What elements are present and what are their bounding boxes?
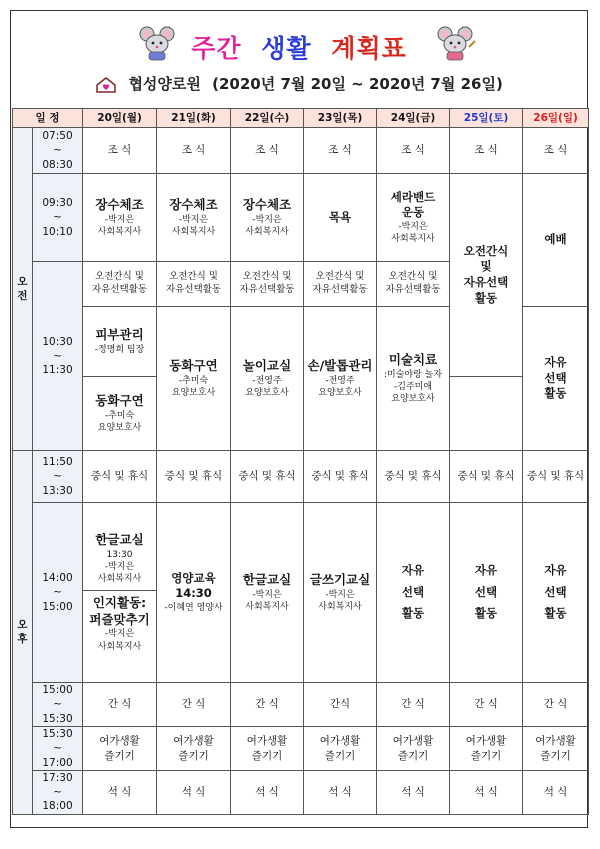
- weekly-schedule-table: [12, 108, 589, 815]
- afternoon-sun: 자유 선택 활동: [523, 503, 589, 683]
- lunch-sun: 중식 및 휴식: [523, 451, 589, 503]
- time-slot-1500: 15:00 ~ 15:30: [33, 683, 83, 727]
- day-header-thu: 23일(목): [304, 109, 377, 128]
- house-heart-icon: [95, 77, 117, 93]
- morning-tue: 장수체조 -박지은 사회복지사: [157, 174, 231, 262]
- afternoon-fri: 자유 선택 활동: [377, 503, 450, 683]
- dinner-mon: 석 식: [83, 771, 157, 815]
- title-word-1: 주간: [191, 34, 242, 63]
- leisure-tue: 여가생활 즐기기: [157, 727, 231, 771]
- period-am: [13, 128, 33, 451]
- breakfast-fri: 조 식: [377, 128, 450, 174]
- breakfast-sat: 조 식: [450, 128, 523, 174]
- page-title: [11, 29, 587, 65]
- day-header-wed: 22일(수): [231, 109, 304, 128]
- lunch-sat: 중식 및 휴식: [450, 451, 523, 503]
- breakfast-sun: 조 식: [523, 128, 589, 174]
- facility-name: 협성양로원: [128, 75, 201, 93]
- am-snack-wed: 오전간식 및 자유선택활동: [231, 262, 304, 307]
- lunch-mon: 중식 및 휴식: [83, 451, 157, 503]
- day-header-sat: 25일(토): [450, 109, 523, 128]
- subtitle: [11, 73, 587, 94]
- breakfast-thu: 조 식: [304, 128, 377, 174]
- schedule-header: 일 정: [13, 109, 83, 128]
- header: [11, 11, 587, 106]
- afternoon-sat: 자유 선택 활동: [450, 503, 523, 683]
- time-slot-1030: 10:30 ~ 11:30: [33, 262, 83, 451]
- leisure-sat: 여가생활 즐기기: [450, 727, 523, 771]
- day-header-mon: 20일(월): [83, 109, 157, 128]
- late-morning-wed: 놀이교실 -전영주 요양보호사: [231, 307, 304, 451]
- time-slot-0930: 09:30 ~ 10:10: [33, 174, 83, 262]
- breakfast-wed: 조 식: [231, 128, 304, 174]
- snack-sat: 간 식: [450, 683, 523, 727]
- morning-wed: 장수체조 -박지은 사회복지사: [231, 174, 304, 262]
- morning-mon: 장수체조 -박지은 사회복지사: [83, 174, 157, 262]
- lunch-wed: 중식 및 휴식: [231, 451, 304, 503]
- morning-sat: 오전간식 및 자유선택 활동: [450, 174, 523, 377]
- snack-tue: 간 식: [157, 683, 231, 727]
- late-morning-sun: 자유 선택 활동: [523, 307, 589, 451]
- snack-wed: 간 식: [231, 683, 304, 727]
- am-snack-mon: 오전간식 및 자유선택활동: [83, 262, 157, 307]
- day-header-sun: 26일(일): [523, 109, 589, 128]
- morning-fri: 세라밴드 운동 -박지은 사회복지사: [377, 174, 450, 262]
- afternoon-mon: 한글교실 13:30 -박지은 사회복지사 인지활동: 퍼즐맞추기 -박지은 사회복지사: [83, 503, 157, 683]
- time-slot-1530: 15:30 ~ 17:00: [33, 727, 83, 771]
- period-am-char-1: 오: [17, 275, 28, 288]
- time-slot-0750: 07:50 ~ 08:30: [33, 128, 83, 174]
- time-slot-1150: 11:50 ~ 13:30: [33, 451, 83, 503]
- afternoon-thu: 글쓰기교실 -박지은 사회복지사: [304, 503, 377, 683]
- dinner-fri: 석 식: [377, 771, 450, 815]
- snack-sun: 간 식: [523, 683, 589, 727]
- lunch-tue: 중식 및 휴식: [157, 451, 231, 503]
- late-morning-tue: 동화구연 -추미숙 요양보호사: [157, 307, 231, 451]
- lunch-thu: 중식 및 휴식: [304, 451, 377, 503]
- period-am-char-2: 전: [17, 290, 28, 302]
- am-snack-tue: 오전간식 및 자유선택활동: [157, 262, 231, 307]
- day-header-tue: 21일(화): [157, 109, 231, 128]
- snack-mon: 간 식: [83, 683, 157, 727]
- afternoon-tue: 영양교육 14:30 -이혜연 영양사: [157, 503, 231, 683]
- time-slot-1400: 14:00 ~ 15:00: [33, 503, 83, 683]
- morning-sun: 예배: [523, 174, 589, 307]
- leisure-sun: 여가생활 즐기기: [523, 727, 589, 771]
- am-snack-thu: 오전간식 및 자유선택활동: [304, 262, 377, 307]
- leisure-thu: 여가생활 즐기기: [304, 727, 377, 771]
- day-header-fri: 24일(금): [377, 109, 450, 128]
- title-word-2: 생활: [261, 34, 312, 63]
- late-morning-mon-a: 피부관리 -정명희 팀장: [83, 307, 157, 377]
- dinner-thu: 석 식: [304, 771, 377, 815]
- breakfast-mon: 조 식: [83, 128, 157, 174]
- snack-fri: 간 식: [377, 683, 450, 727]
- leisure-fri: 여가생활 즐기기: [377, 727, 450, 771]
- title-word-3: 계획표: [331, 34, 407, 63]
- late-morning-sat: [450, 377, 523, 451]
- dinner-wed: 석 식: [231, 771, 304, 815]
- snack-thu: 간식: [304, 683, 377, 727]
- dinner-sun: 석 식: [523, 771, 589, 815]
- late-morning-mon-b: 동화구연 -추미숙 요양보호사: [83, 377, 157, 451]
- leisure-wed: 여가생활 즐기기: [231, 727, 304, 771]
- date-range: (2020년 7월 20일 ~ 2020년 7월 26일): [212, 75, 503, 93]
- leisure-mon: 여가생활 즐기기: [83, 727, 157, 771]
- period-pm-char-1: 오: [17, 619, 28, 632]
- am-snack-fri: 오전간식 및 자유선택활동: [377, 262, 450, 307]
- period-pm-char-2: 후: [17, 633, 28, 646]
- late-morning-thu: 손/발톱관리 -전영주 요양보호사: [304, 307, 377, 451]
- dinner-sat: 석 식: [450, 771, 523, 815]
- period-pm: [13, 451, 33, 815]
- lunch-fri: 중식 및 휴식: [377, 451, 450, 503]
- time-slot-1730: 17:30 ~ 18:00: [33, 771, 83, 815]
- late-morning-fri: 미술치료 :미술야랑 놀자 -김주미애 요양보호사: [377, 307, 450, 451]
- morning-thu: 목욕: [304, 174, 377, 262]
- dinner-tue: 석 식: [157, 771, 231, 815]
- afternoon-wed: 한글교실 -박지은 사회복지사: [231, 503, 304, 683]
- breakfast-tue: 조 식: [157, 128, 231, 174]
